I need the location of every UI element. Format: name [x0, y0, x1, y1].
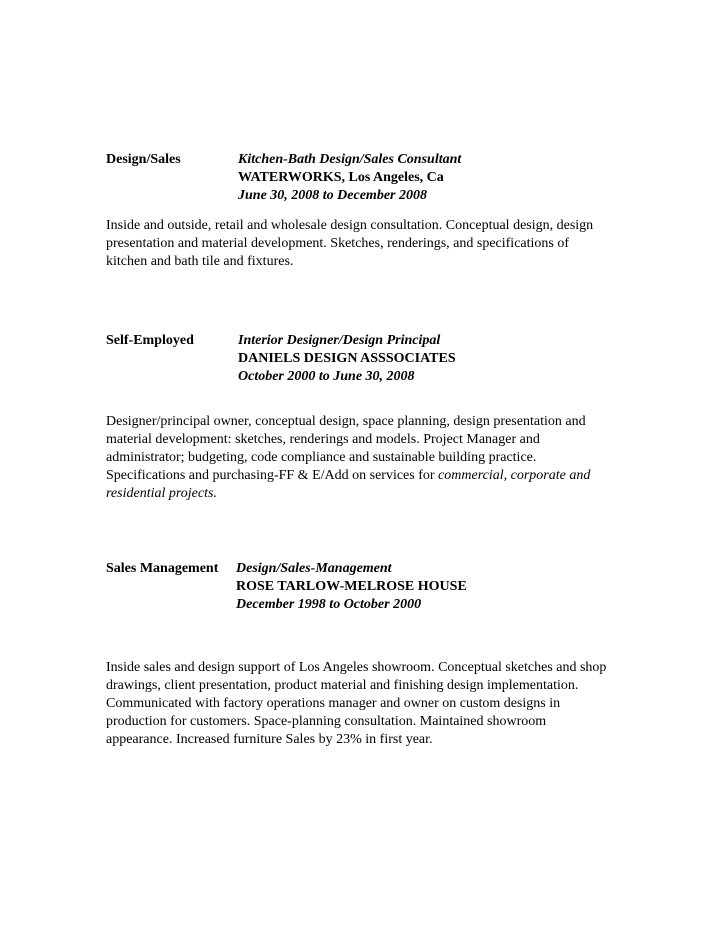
- section-label: Sales Management: [106, 561, 219, 576]
- job-description: [106, 217, 626, 271]
- description-line: Specifications and purchasing-FF & E/Add on services for: [106, 468, 439, 483]
- job-entry-daniels-design: [106, 332, 626, 501]
- job-dates: October 2000 to June 30, 2008: [238, 369, 415, 384]
- company-name: ROSE TARLOW-MELROSE HOUSE: [236, 579, 467, 594]
- description-line: appearance. Increased furniture Sales by 23% in first year.: [106, 732, 433, 747]
- job-entry-waterworks: [106, 151, 626, 269]
- job-header: [106, 151, 626, 205]
- description-emphasis: commercial, corporate and: [438, 468, 591, 483]
- company-name: DANIELS DESIGN ASSSOCIATES: [238, 351, 456, 366]
- description-line: Inside and outside, retail and wholesale design consultation. Conceptual design, design: [106, 218, 594, 233]
- description-line: Designer/principal owner, conceptual design, space planning, design presentation and: [106, 414, 586, 429]
- job-entry-rose-tarlow: [106, 560, 626, 747]
- description-line: material development: sketches, renderings and models. Project Manager and: [106, 432, 540, 447]
- job-title: Kitchen-Bath Design/Sales Consultant: [238, 152, 462, 167]
- job-header: [106, 560, 626, 614]
- company-name: WATERWORKS, Los Angeles, Ca: [238, 170, 444, 185]
- description-line: production for customers. Space-planning consultation. Maintained showroom: [106, 714, 547, 729]
- job-header: [106, 332, 626, 386]
- job-description: [106, 659, 626, 749]
- description-line: administrator; budgeting, code compliance and sustainable building practice.: [106, 450, 537, 465]
- section-label: Self-Employed: [106, 333, 194, 348]
- description-line: Communicated with factory operations manager and owner on custom designs in: [106, 696, 561, 711]
- section-label: Design/Sales: [106, 152, 181, 167]
- job-description: [106, 413, 626, 503]
- description-line: Inside sales and design support of Los Angeles showroom. Conceptual sketches and shop: [106, 660, 607, 675]
- description-emphasis: residential projects.: [106, 486, 217, 501]
- job-title: Interior Designer/Design Principal: [238, 333, 441, 348]
- job-title: Design/Sales-Management: [236, 561, 392, 576]
- description-line: drawings, client presentation, product material and finishing design implementation.: [106, 678, 579, 693]
- description-line: presentation and material development. Sketches, renderings, and specifications of: [106, 236, 570, 251]
- job-role-block: [238, 332, 456, 386]
- description-line: kitchen and bath tile and fixtures.: [106, 254, 294, 269]
- job-role-block: [238, 151, 461, 205]
- job-dates: June 30, 2008 to December 2008: [238, 188, 427, 203]
- job-dates: December 1998 to October 2000: [236, 597, 422, 612]
- job-role-block: [236, 560, 467, 614]
